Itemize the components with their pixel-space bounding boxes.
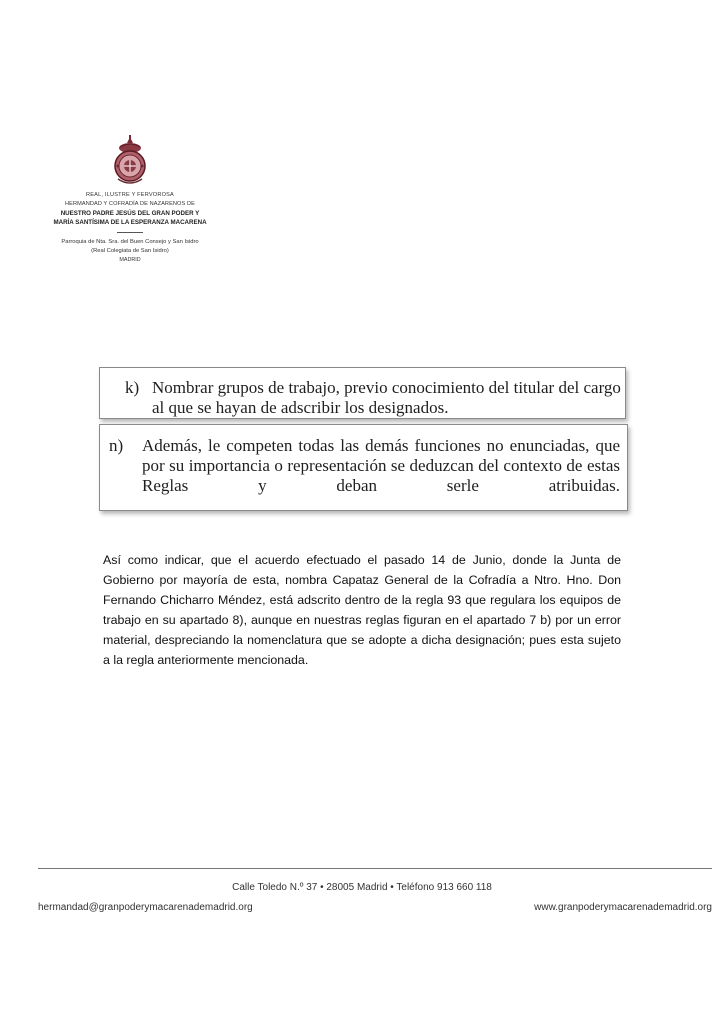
rule-text: Además, le competen todas las demás funciones no enunciadas, que por su importancia o representación se deduzcan del contexto de estas Reglas y deban serle atribuidas. <box>142 436 620 495</box>
footer-website-link[interactable]: www.granpoderymacarenademadrid.org <box>534 902 712 913</box>
rule-letter: k) <box>125 378 140 397</box>
brotherhood-crest-icon <box>108 135 152 189</box>
letterhead-line: REAL, ILUSTRE Y FERVOROSA <box>85 192 174 198</box>
letterhead-line: HERMANDAD Y COFRADÍA DE NAZARENOS DE <box>65 201 195 207</box>
rule-letter: n) <box>109 436 124 455</box>
footer-address: Calle Toledo N.º 37 • 28005 Madrid • Teléfono 913 660 118 <box>232 882 492 893</box>
footer-email-link[interactable]: hermandad@granpoderymacarenademadrid.org <box>38 902 253 913</box>
footer-divider <box>38 868 712 869</box>
letterhead-divider <box>117 232 143 233</box>
letterhead-brotherhood-name: MARÍA SANTÍSIMA DE LA ESPERANZA MACARENA <box>53 219 207 226</box>
rule-text: Nombrar grupos de trabajo, previo conocimiento del titular del cargo al que se hayan de adscribir los designados. <box>152 378 621 417</box>
rule-box-k <box>99 367 626 419</box>
letterhead-city: MADRID <box>119 257 141 263</box>
letterhead-parish: Parroquia de Nta. Sra. del Buen Consejo y San Isidro <box>61 239 199 245</box>
body-paragraph: Así como indicar, que el acuerdo efectuado el pasado 14 de Junio, donde la Junta de Gobierno por mayoría de esta, nombra Capataz General de la Cofradía a Ntro. Hno. Don Fernando Chicharro Méndez, está adscrito dentro de la regla 93 que regulara los equipos de trabajo en su apartado 8), aunque en nuestras reglas figuran en el apartado 7 b) por un error material, despreciando la nomenclatura que se adopte a dicha designación; pues esta sujeto a la regla anteriormente mencionada. <box>103 553 621 667</box>
rule-box-n <box>99 424 628 511</box>
letterhead-parish: (Real Colegiata de San Isidro) <box>91 248 169 254</box>
letterhead-brotherhood-name: NUESTRO PADRE JESÚS DEL GRAN PODER Y <box>60 210 200 217</box>
